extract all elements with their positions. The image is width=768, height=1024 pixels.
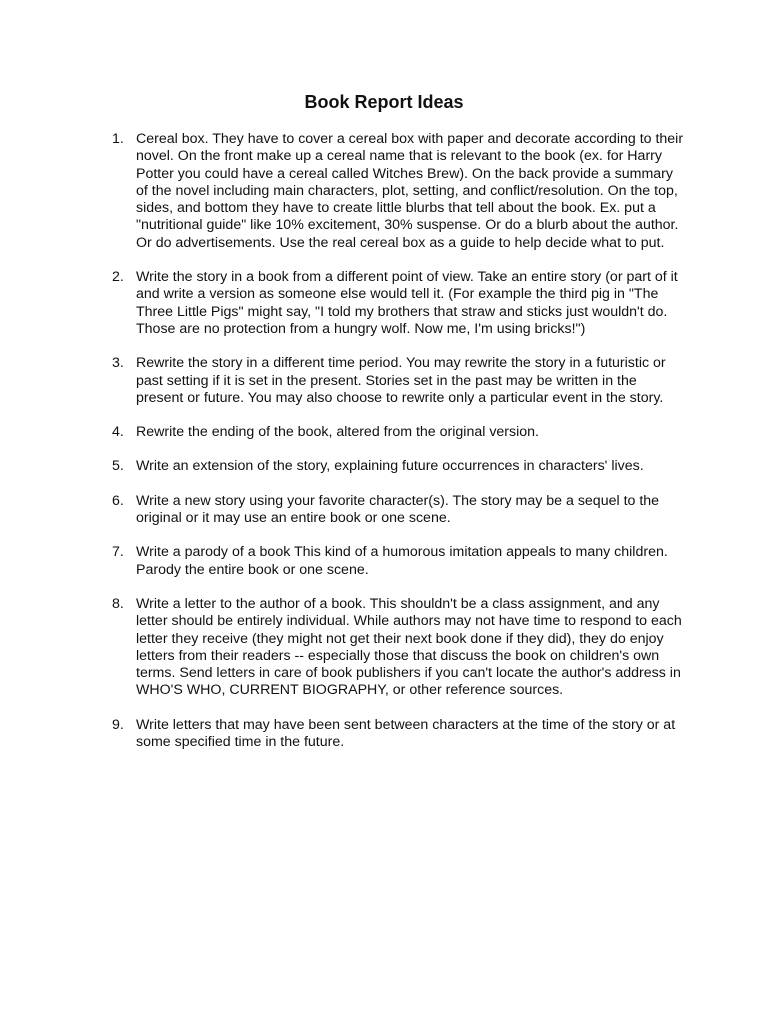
list-item (104, 493, 684, 528)
item-text: Rewrite the story in a different time period. You may rewrite the story in a futuristic or past setting if it is set in the present. Stories set in the past may be written in the present or future. You may also choose to rewrite only a particular event in the story. (136, 355, 666, 406)
item-number: 3. (112, 355, 124, 372)
item-number: 7. (112, 544, 124, 561)
list-item (104, 424, 684, 441)
item-text: Write a letter to the author of a book. This shouldn't be a class assignment, and any letter should be entirely individual. While authors may not have time to respond to each letter they receive (they might not get their next book done if they did), they do enjoy letters from their readers -- especially those that discuss the book on children's own terms. Send letters in care of book publishers if you can't locate the author's address in WHO'S WHO, CURRENT BIOGRAPHY, or other reference sources. (136, 595, 682, 699)
item-text: Cereal box. They have to cover a cereal box with paper and decorate according to their novel. On the front make up a cereal name that is relevant to the book (ex. for Harry Potter you could have a cereal called Witches Brew). On the back provide a summary of the novel including main characters, plot, setting, and conflict/resolution. On the top, sides, and bottom they have to create little blurbs that tell about the book. Ex. put a "nutritional guide" like 10% excitement, 30% suspense. Or do a blurb about the author. Or do advertisements. Use the real cereal box as a guide to help decide what to put. (136, 131, 684, 251)
item-number: 6. (112, 492, 124, 509)
item-text: Write an extension of the story, explaining future occurrences in characters' lives. (136, 458, 644, 475)
list-item (104, 355, 684, 407)
list-item (104, 596, 684, 700)
list-item (104, 544, 684, 579)
list-item (104, 717, 684, 752)
item-number: 9. (112, 716, 124, 733)
item-text: Write a new story using your favorite character(s). The story may be a sequel to the original or it may use an entire book or one scene. (136, 492, 660, 527)
item-text: Write a parody of a book This kind of a humorous imitation appeals to many children. Parody the entire book or one scene. (136, 544, 668, 578)
item-text: Rewrite the ending of the book, altered from the original version. (136, 424, 539, 441)
item-text: Write letters that may have been sent between characters at the time of the story or at some specified time in the future. (136, 716, 676, 751)
item-number: 8. (112, 595, 124, 612)
ideas-list (104, 131, 684, 768)
list-item (104, 458, 684, 475)
item-number: 4. (112, 424, 124, 441)
page-title: Book Report Ideas (304, 92, 464, 112)
item-number: 5. (112, 458, 124, 475)
list-item (104, 269, 684, 338)
item-number: 2. (112, 269, 124, 286)
item-text: Write the story in a book from a different point of view. Take an entire story (or part of it and write a version as someone else would tell it. (For example the third pig in "The Three Little Pigs" might say, "I told my brothers that straw and sticks just wouldn't do. Those are no protection from a hungry wolf. Now me, I'm using bricks!") (136, 269, 678, 337)
list-item (104, 131, 684, 252)
item-number: 1. (112, 131, 124, 147)
